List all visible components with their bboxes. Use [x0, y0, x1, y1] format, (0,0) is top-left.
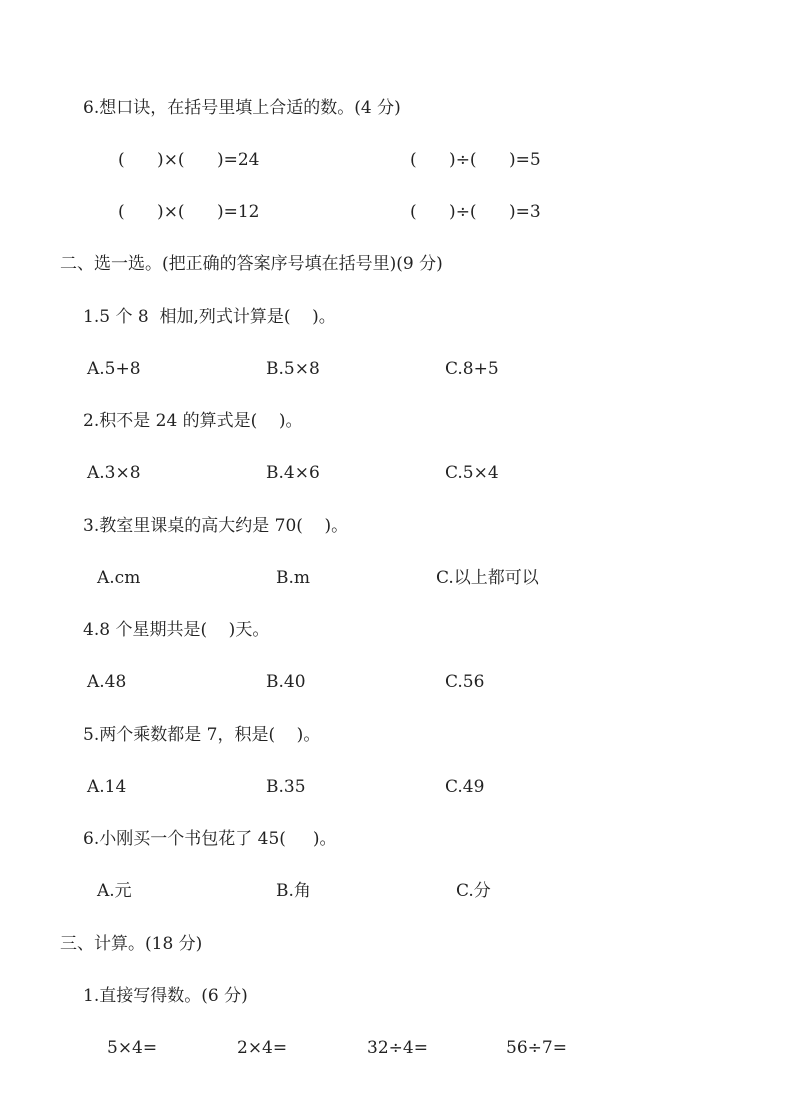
fill-blank-row1-right: ( )÷( )=5	[410, 150, 541, 170]
option-b: B.35	[266, 777, 306, 797]
option-a: A.5+8	[87, 359, 141, 379]
calc-item: 2×4=	[237, 1038, 288, 1058]
option-b: B.5×8	[266, 359, 320, 379]
option-a: A.3×8	[87, 463, 141, 483]
section-2-title: 二、选一选。(把正确的答案序号填在括号里)(9 分)	[60, 254, 443, 274]
option-a: A.cm	[97, 568, 141, 588]
option-a: A.14	[87, 777, 127, 797]
question-stem: 4.8 个星期共是( )天。	[83, 620, 270, 640]
option-c: C.8+5	[445, 359, 499, 379]
option-a: A.元	[97, 881, 132, 901]
calc-question-1-title: 1.直接写得数。(6 分)	[83, 986, 248, 1006]
calc-item: 56÷7=	[506, 1038, 567, 1058]
option-c: C.56	[445, 672, 485, 692]
question-stem: 5.两个乘数都是 7，积是( )。	[83, 725, 321, 745]
fill-blank-row1-left: ( )×( )=24	[118, 150, 260, 170]
option-b: B.40	[266, 672, 306, 692]
option-c: C.分	[456, 881, 491, 901]
option-b: B.角	[276, 881, 311, 901]
option-c: C.5×4	[445, 463, 499, 483]
calc-item: 32÷4=	[367, 1038, 428, 1058]
option-c: C.49	[445, 777, 485, 797]
option-b: B.4×6	[266, 463, 320, 483]
question-stem: 2.积不是 24 的算式是( )。	[83, 411, 303, 431]
question-stem: 3.教室里课桌的高大约是 70( )。	[83, 516, 349, 536]
question-stem: 1.5 个 8 相加,列式计算是( )。	[83, 307, 336, 327]
fill-blank-row2-right: ( )÷( )=3	[410, 202, 541, 222]
section-3-title: 三、计算。(18 分)	[60, 934, 203, 954]
option-c: C.以上都可以	[436, 568, 539, 588]
question-stem: 6.小刚买一个书包花了 45( )。	[83, 829, 337, 849]
calc-item: 5×4=	[107, 1038, 158, 1058]
fill-blank-row2-left: ( )×( )=12	[118, 202, 260, 222]
question-6-title: 6.想口诀，在括号里填上合适的数。(4 分)	[83, 98, 401, 118]
option-b: B.m	[276, 568, 311, 588]
option-a: A.48	[87, 672, 127, 692]
